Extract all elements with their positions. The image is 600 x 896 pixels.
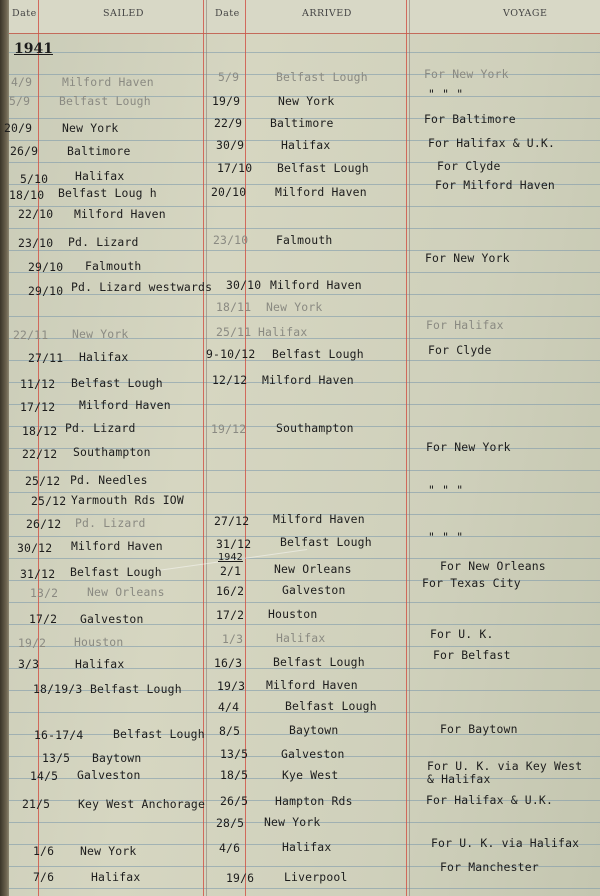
arrived-place: Belfast Lough	[273, 655, 365, 669]
arrived-date: 18/11	[216, 300, 252, 314]
sailed-place: Milford Haven	[74, 207, 166, 221]
sailed-place: Baytown	[92, 751, 142, 765]
sailed-date: 3/3	[18, 657, 40, 671]
sailed-place: Belfast Loug h	[58, 186, 157, 200]
voyage-entry: " " "	[428, 530, 464, 544]
sailed-place: Pd. Lizard westwards	[71, 280, 213, 294]
sailed-place: Belfast Lough	[113, 727, 205, 741]
sailed-date: 30/12	[17, 541, 53, 555]
sailed-date: 17/2	[29, 612, 58, 626]
voyage-entry: " " "	[428, 483, 464, 497]
arrived-place: Belfast Lough	[285, 699, 377, 713]
voyage-entry: For U. K.	[430, 627, 494, 641]
sailed-place: New York	[80, 844, 137, 858]
arrived-place: Southampton	[276, 421, 354, 435]
arrived-date: 25/11	[216, 325, 252, 339]
voyage-entry: " " "	[428, 87, 464, 101]
sailed-place: Galveston	[77, 768, 141, 782]
arrived-date: 31/12	[216, 537, 252, 551]
sailed-place: Pd. Lizard	[75, 516, 146, 530]
arrived-date: 26/5	[220, 794, 249, 808]
sailed-place: Belfast Lough	[59, 94, 151, 108]
arrived-date: 9-10/12	[206, 347, 256, 361]
sailed-place: Yarmouth Rds IOW	[71, 493, 184, 507]
sailed-place: Baltimore	[67, 144, 131, 158]
arrived-place: Houston	[268, 607, 318, 621]
sailed-place: Pd. Lizard	[68, 235, 139, 249]
arrived-date: 13/5	[220, 747, 249, 761]
arrived-date: 19/9	[212, 94, 241, 108]
sailed-date: 22/10	[18, 207, 54, 221]
arrived-header: ARRIVED	[302, 8, 352, 19]
column-divider	[206, 0, 207, 896]
sailed-date: 17/12	[20, 400, 56, 414]
arrived-date: 20/10	[211, 185, 247, 199]
voyage-entry: & Halifax	[427, 772, 491, 786]
sailed-date: 18/10	[9, 188, 45, 202]
arrived-place: Milford Haven	[273, 512, 365, 526]
sailed-place: Houston	[74, 635, 124, 649]
arrived-place: Belfast Lough	[277, 161, 369, 175]
sailed-place: Halifax	[75, 169, 125, 183]
voyage-entry: For Clyde	[437, 159, 501, 173]
arrived-date: 19/12	[211, 422, 247, 436]
arrived-place: Liverpool	[284, 870, 348, 884]
column-divider	[203, 0, 204, 896]
sailed-place: Key West Anchorage	[78, 797, 206, 811]
arrived-place: Milford Haven	[275, 185, 367, 199]
sailed-date: 18/19/3	[33, 682, 83, 696]
arrived-date: 2/1	[220, 564, 242, 578]
voyage-entry: For Belfast	[433, 648, 511, 662]
sailed-place: Galveston	[80, 612, 144, 626]
voyage-entry: For Milford Haven	[435, 178, 555, 192]
year-heading: 1941	[14, 41, 53, 57]
sailed-place: Halifax	[91, 870, 141, 884]
arrived-date: 16/3	[214, 656, 243, 670]
arrived-place: Galveston	[282, 583, 346, 597]
arrived-place: Milford Haven	[266, 678, 358, 692]
voyage-entry: For New York	[426, 440, 511, 454]
voyage-entry: For Manchester	[440, 860, 539, 874]
arrived-place: Milford Haven	[270, 278, 362, 292]
arrived-place: Halifax	[282, 840, 332, 854]
sailed-place: Belfast Lough	[70, 565, 162, 579]
arrived-place: Belfast Lough	[272, 347, 364, 361]
sailed-date: 4/9	[11, 75, 33, 89]
arrived-date: 5/9	[218, 70, 240, 84]
voyage-entry: For Halifax	[426, 318, 504, 332]
sailed-place: New York	[62, 121, 119, 135]
sailed-date: 26/12	[26, 517, 62, 531]
sailed-date: 22/12	[22, 447, 58, 461]
arrived-date: 28/5	[216, 816, 245, 830]
sailed-date: 26/9	[10, 144, 39, 158]
arrived-date: 30/9	[216, 138, 245, 152]
sailed-date: 25/12	[25, 474, 61, 488]
arrived-place: Hampton Rds	[275, 794, 353, 808]
sailed-date: 27/11	[28, 351, 64, 365]
column-divider	[245, 0, 246, 896]
arrived-place: Belfast Lough	[280, 535, 372, 549]
arrived-place: Baytown	[289, 723, 339, 737]
sailed-date: 1/6	[33, 844, 55, 858]
arrived-date: 17/2	[216, 608, 245, 622]
column-divider	[409, 0, 410, 896]
sailed-place: Milford Haven	[79, 398, 171, 412]
sailed-place: Milford Haven	[71, 539, 163, 553]
arrived-date: 22/9	[214, 116, 243, 130]
voyage-entry: For New York	[425, 251, 510, 265]
sailed-place: Milford Haven	[62, 75, 154, 89]
sailed-header: SAILED	[103, 8, 144, 19]
sailed-date: 11/12	[20, 377, 56, 391]
arrived-date: 23/10	[213, 233, 249, 247]
arrived-date: 1/3	[222, 632, 244, 646]
arrived-place: New York	[278, 94, 335, 108]
year-heading: 1942	[218, 552, 243, 563]
arrived-date: 12/12	[212, 373, 248, 387]
arrived-place: Galveston	[281, 747, 345, 761]
sailed-place: Pd. Needles	[70, 473, 148, 487]
arrived-place: Baltimore	[270, 116, 334, 130]
sailed-date: 21/5	[22, 797, 51, 811]
column-header-row	[0, 0, 600, 34]
arrived-place: Halifax	[281, 138, 331, 152]
sailed-date: 5/9	[9, 94, 31, 108]
arrived-date: 18/5	[220, 768, 249, 782]
sailed-date: 29/10	[28, 260, 64, 274]
sailed-place: Falmouth	[85, 259, 142, 273]
sailed-date: 18/12	[22, 424, 58, 438]
arrived-date: 17/10	[217, 161, 253, 175]
arrived-place: Halifax	[276, 631, 326, 645]
sailed-date: 13/5	[42, 751, 71, 765]
arrived-place: Milford Haven	[262, 373, 354, 387]
arrived-place: New York	[264, 815, 321, 829]
sailed-date: 14/5	[30, 769, 59, 783]
column-divider	[406, 0, 407, 896]
sailed-date: 23/10	[18, 236, 54, 250]
arrived-place: Halifax	[258, 325, 308, 339]
date-arrived-header: Date	[215, 8, 240, 19]
sailed-place: Pd. Lizard	[65, 421, 136, 435]
sailed-date: 29/10	[28, 284, 64, 298]
sailed-date: 31/12	[20, 567, 56, 581]
sailed-date: 16-17/4	[34, 728, 84, 742]
sailed-place: New York	[72, 327, 129, 341]
sailed-place: Belfast Lough	[71, 376, 163, 390]
sailed-date: 25/12	[31, 494, 67, 508]
voyage-entry: For New York	[424, 67, 509, 81]
voyage-entry: For U. K. via Halifax	[431, 836, 580, 850]
arrived-date: 16/2	[216, 584, 245, 598]
voyage-entry: For Halifax & U.K.	[426, 793, 554, 807]
arrived-date: 19/3	[217, 679, 246, 693]
arrived-date: 4/4	[218, 700, 240, 714]
arrived-place: Belfast Lough	[276, 70, 368, 84]
sailed-place: Belfast Lough	[90, 682, 182, 696]
voyage-entry: For Baytown	[440, 722, 518, 736]
voyage-entry: For Halifax & U.K.	[428, 136, 556, 150]
sailed-date: 13/2	[30, 586, 59, 600]
voyage-entry: For New Orleans	[440, 559, 546, 573]
arrived-place: New Orleans	[274, 562, 352, 576]
arrived-date: 19/6	[226, 871, 255, 885]
sailed-place: Halifax	[79, 350, 129, 364]
arrived-place: New York	[266, 300, 323, 314]
sailed-place: Halifax	[75, 657, 125, 671]
arrived-place: Kye West	[282, 768, 339, 782]
arrived-date: 30/10	[226, 278, 262, 292]
sailed-date: 19/2	[18, 636, 47, 650]
voyage-entry: For Clyde	[428, 343, 492, 357]
sailed-place: Southampton	[73, 445, 151, 459]
arrived-date: 4/6	[219, 841, 241, 855]
arrived-place: Falmouth	[276, 233, 333, 247]
sailed-date: 22/11	[13, 328, 49, 342]
voyage-entry: For Baltimore	[424, 112, 516, 126]
sailed-place: New Orleans	[87, 585, 165, 599]
voyage-entry: For Texas City	[422, 576, 521, 590]
voyage-entry: For U. K. via Key West	[427, 759, 583, 773]
sailed-date: 20/9	[4, 121, 33, 135]
voyage-header: VOYAGE	[503, 8, 548, 19]
date-sailed-header: Date	[12, 8, 37, 19]
arrived-date: 27/12	[214, 514, 250, 528]
arrived-date: 8/5	[219, 724, 241, 738]
sailed-date: 5/10	[20, 172, 49, 186]
sailed-date: 7/6	[33, 870, 55, 884]
